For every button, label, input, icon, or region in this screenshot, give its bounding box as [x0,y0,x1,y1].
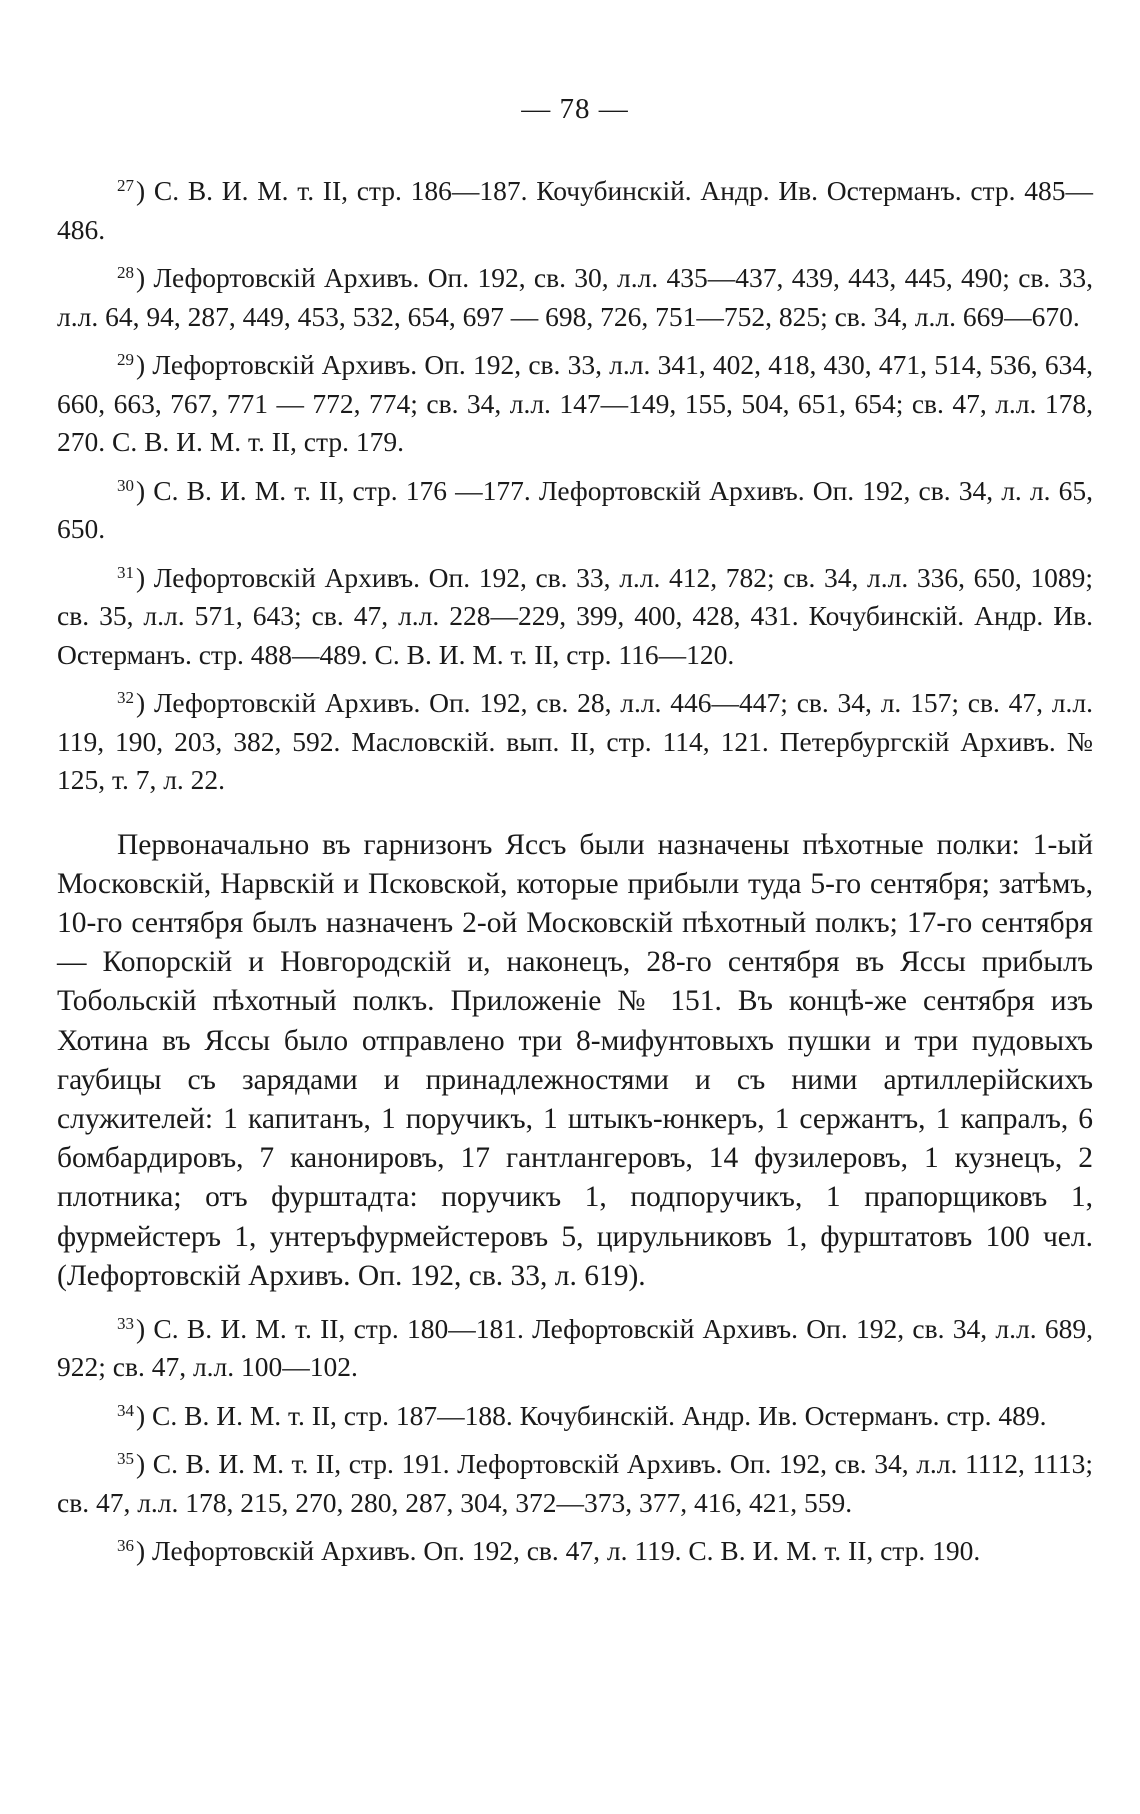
footnote-text: ) С. В. И. М. т. II, стр. 180—181. Лефортовскій Архивъ. Оп. 192, св. 34, л.л. 689, 922; св. 47, л.л. 100—102. [57,1312,1093,1383]
page-number: — 78 — [521,93,629,125]
footnote-text: ) С. В. И. М. т. II, стр. 187—188. Кочубинскій. Андр. Ив. Остерманъ. стр. 489. [136,1399,1047,1431]
footnote-text: ) Лефортовскій Архивъ. Оп. 192, св. 28, л.л. 446—447; св. 34, л. 157; св. 47, л.л. 119, 190, 203, 382, 592. Масловскій. вып. II, стр. 114, 121. Петербургскій Архивъ. № 125, т. 7, л. 22. [57,687,1093,795]
footnote-text: ) С. В. И. М. т. II, стр. 186—187. Кочубинскій. Андр. Ив. Остерманъ. стр. 485—486. [57,175,1093,245]
footnote-marker: 35 [117,1449,134,1469]
footnote-marker: 31 [117,562,134,582]
footnote-text: ) Лефортовскій Архивъ. Оп. 192, св. 30, л.л. 435—437, 439, 443, 445, 490; св. 33, л.л. 64, 94, 287, 449, 453, 532, 654, 697 — 698, 726, 751—752, 825; св. 34, л.л. 669—670. [57,262,1093,332]
footnote-text: ) С. В. И. М. т. II, стр. 191. Лефортовскій Архивъ. Оп. 192, св. 34, л.л. 1112, 1113; св. 47, л.л. 178, 215, 270, 280, 287, 304, 372—373, 377, 416, 421, 559. [57,1448,1093,1518]
footnote-27 [57,172,1093,249]
footnote-28 [57,259,1093,336]
footnote-marker: 32 [117,688,134,707]
document-page [57,88,1093,1581]
footnote-marker: 28 [117,263,134,282]
body-paragraph: Первоначально въ гарнизонъ Яссъ были назначены пѣхотные полки: 1-ый Московскій, Нарвскій и Псковской, которые прибыли туда 5-го сентября; затѣмъ, 10-го сентября былъ назначенъ 2-ой Московскій пѣхотный полкъ; 17-го сентября — Копорскій и Новгородскій и, наконецъ, 28-го сентября въ Яссы прибылъ Тобольскій пѣхотный полкъ. Приложеніе № 151. Въ концѣ-же сентября изъ Хотина въ Яссы было отправлено три 8-мифунтовыхъ пушки и три пудовыхъ гаубицы съ зарядами и принадлежностями и съ ними артиллерійскихъ служителей: 1 капитанъ, 1 поручикъ, 1 штыкъ-юнкеръ, 1 сержантъ, 1 капралъ, 6 бомбардировъ, 7 канонировъ, 17 гантлангеровъ, 14 фузилеровъ, 1 кузнецъ, 2 плотника; отъ фурштадта: поручикъ 1, подпоручикъ, 1 прапорщиковъ 1, фурмейстеръ 1, унтеръфурмейстеровъ 5, цирульниковъ 1, фурштатовъ 100 чел. (Лефортовскій Архивъ. Оп. 192, св. 33, л. 619). [57,828,1093,1292]
footnote-marker: 30 [117,475,134,495]
footnote-text: ) Лефортовскій Архивъ. Оп. 192, св. 47, л. 119. С. В. И. М. т. II, стр. 190. [136,1535,981,1567]
footnote-text: ) Лефортовскій Архивъ. Оп. 192, св. 33, л.л. 412, 782; св. 34, л.л. 336, 650, 1089; св. 35, л.л. 571, 643; св. 47, л.л. 228—229, 399, 400, 428, 431. Кочубинскій. Андр. Ив. Остерманъ. стр. 488—489. С. В. И. М. т. II, стр. 116—120. [57,561,1093,670]
footnote-marker: 36 [117,1536,134,1556]
footnote-30 [57,472,1093,549]
footnote-marker: 29 [117,350,134,369]
footnote-text: ) С. В. И. М. т. II, стр. 176 —177. Лефортовскій Архивъ. Оп. 192, св. 34, л. л. 65, 650. [57,474,1093,544]
footnote-33 [57,1310,1093,1387]
footnote-marker: 34 [117,1400,134,1420]
footnote-marker: 33 [117,1313,134,1333]
footnote-marker: 27 [117,176,134,195]
footnote-35 [57,1445,1093,1522]
footnote-31 [57,559,1093,675]
footnote-29 [57,346,1093,462]
footnote-32 [57,684,1093,800]
footnote-34 [57,1397,1093,1436]
footnote-36 [57,1532,1093,1571]
footnote-text: ) Лефортовскій Архивъ. Оп. 192, св. 33, л.л. 341, 402, 418, 430, 471, 514, 536, 634, 660, 663, 767, 771 — 772, 774; св. 34, л.л. 147—149, 155, 504, 651, 654; св. 47, л.л. 178, 270. С. В. И. М. т. II, стр. 179. [57,349,1093,457]
